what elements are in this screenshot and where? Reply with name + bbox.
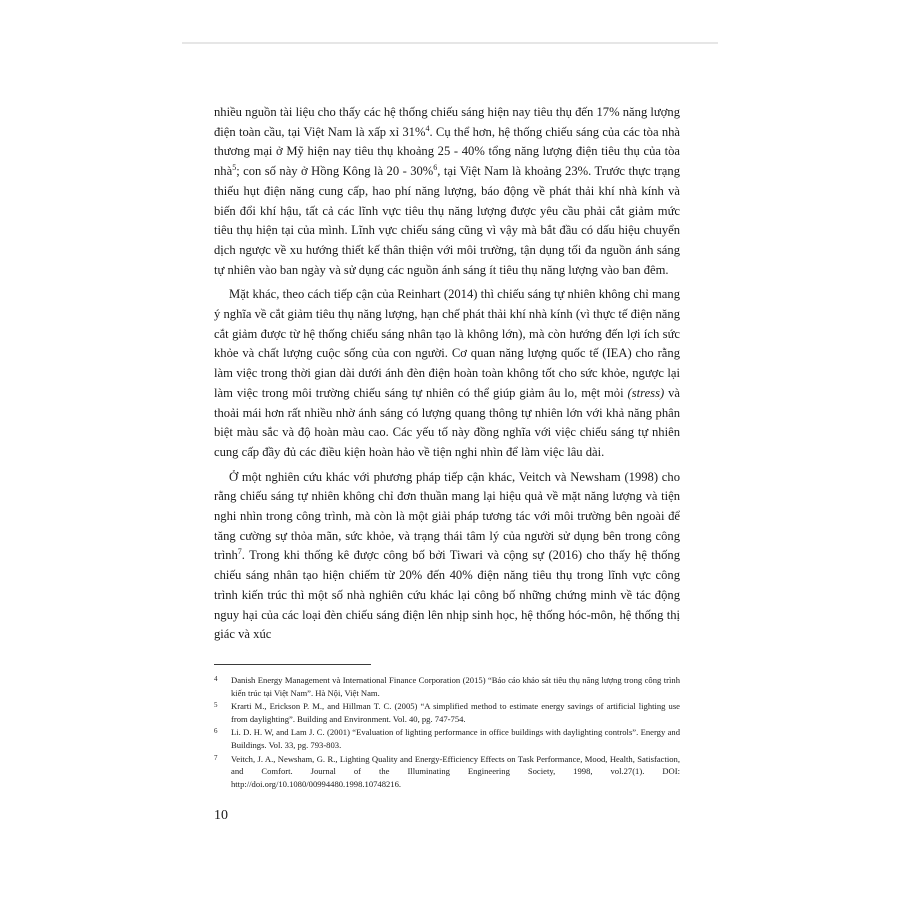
paragraph-text: và thoải mái hơn rất nhiều nhờ ánh sáng có lượng quang thông tự nhiên lớn với khả năng phân biệt màu sắc và độ hoàn màu cao. Các yếu tố này đồng nghĩa với việc chiếu sáng tự nhiên cung cấp đầy đủ các điều kiện hoàn hảo về tiện nghi nhìn để làm việc lâu dài. xyxy=(214,385,680,459)
footnote-5 xyxy=(214,700,680,725)
paragraph-text: Mặt khác, theo cách tiếp cận của Reinhart (2014) thì chiếu sáng tự nhiên không chỉ mang ý nghĩa về cắt giảm tiêu thụ năng lượng, hạn chế phát thải khí nhà kính (vì thực tế điện năng cắt giảm được từ hệ thống chiếu sáng nhân tạo là không lớn), mà còn hướng đến lợi ích sức khỏe và chất lượng cuộc sống của con người. Cơ quan năng lượng quốc tế (IEA) cho rằng làm việc trong thời gian dài dưới ánh đèn điện hoàn toàn không tốt cho sức khỏe, ngược lại làm việc trong môi trường chiếu sáng tự nhiên có thể giúp giảm âu lo, mệt mỏi xyxy=(214,287,680,400)
footnotes xyxy=(214,674,680,791)
footnote-marker: 4 xyxy=(425,123,430,133)
body-text xyxy=(214,103,680,645)
footnote-text: Li. D. H. W, and Lam J. C. (2001) “Evaluation of lighting performance in office buildings with daylighting controls”. Energy and Buildings. Vol. 33, pg. 793-803. xyxy=(231,727,680,750)
footnote-text: Veitch, J. A., Newsham, G. R., Lighting Quality and Energy-Efficiency Effects on Task Performance, Mood, Health, Satisfaction, and Comfort. Journal of the Illuminating Engineering Society, 1998, vol.27(1). DOI: http://doi.org/10.1080/00994480.1998.10748216. xyxy=(231,753,680,789)
footnote-number: 6 xyxy=(214,727,218,736)
italic-text: (stress) xyxy=(627,385,665,400)
footnote-6 xyxy=(214,726,680,751)
footnote-text: Krarti M., Erickson P. M., and Hillman T. C. (2005) “A simplified method to estimate energy savings of artificial lighting use from daylighting”. Building and Environment. Vol. 40, pg. 747-754. xyxy=(231,701,680,724)
page-number: 10 xyxy=(214,808,228,823)
top-border-line xyxy=(182,42,718,44)
footnote-number: 4 xyxy=(214,675,218,683)
footnote-text: Danish Energy Management và International Finance Corporation (2015) “Báo cáo khảo sát tiêu thụ năng lượng trong công trình kiến trúc tại Việt Nam”. Hà Nội, Việt Nam. xyxy=(231,675,680,698)
paragraph-text: ; con số này ở Hồng Kông là 20 - 30% xyxy=(236,164,434,179)
paragraph-3 xyxy=(214,468,680,645)
paragraph-2 xyxy=(214,285,680,462)
footnote-number: 5 xyxy=(214,701,218,710)
paragraph-1 xyxy=(214,103,680,280)
paragraph-text: , tại Việt Nam là khoảng 23%. Trước thực trạng thiếu hụt điện năng cung cấp, hao phí năng lượng, báo động về phát thải khí nhà kính và biến đổi khí hậu, tất cả các lĩnh vực tiêu thụ năng lượng được yêu cầu phải cắt giảm mức tiêu thụ hiện tại của mình. Lĩnh vực chiếu sáng cũng vì vậy mà bắt đầu có dấu hiệu chuyển dịch ngược về xu hướng thiết kế thân thiện với môi trường, tận dụng tối đa nguồn ánh sáng tự nhiên vào ban ngày và sử dụng các nguồn ánh sáng ít tiêu thụ năng lượng vào ban đêm. xyxy=(214,164,680,277)
paragraph-text: nhiều nguồn tài liệu cho thấy các hệ thống chiếu sáng hiện nay tiêu thụ đến 17% năng lượng điện toàn cầu, tại Việt Nam là xấp xỉ 31% xyxy=(214,105,680,139)
paragraph-text: . Cụ thể hơn, hệ thống chiếu sáng của các tòa nhà thương mại ở Mỹ hiện nay tiêu thụ khoảng 25 - 40% tổng năng lượng điện tiêu thụ của tòa nhà xyxy=(214,124,680,179)
paragraph-text: Ở một nghiên cứu khác với phương pháp tiếp cận khác, Veitch và Newsham (1998) cho rằng chiếu sáng tự nhiên không chỉ đơn thuần mang lại hiệu quả về mặt năng lượng và tiện nghi nhìn trong công trình, mà còn là một giải pháp tương tác với môi trường bên ngoài để tăng cường sự thỏa mãn, sức khỏe, và trạng thái tâm lý của người sử dụng bên trong công trình xyxy=(214,469,680,563)
footnote-separator xyxy=(214,664,371,665)
footnote-marker: 6 xyxy=(433,162,438,172)
footnote-number: 7 xyxy=(214,753,218,762)
footnote-7 xyxy=(214,753,680,791)
footnote-4 xyxy=(214,674,680,699)
paragraph-text: . Trong khi thống kê được công bố bởi Tiwari và cộng sự (2016) cho thấy hệ thống chiếu sáng nhân tạo hiện chiếm từ 20% đến 40% điện năng tiêu thụ trong lĩnh vực công trình kiến trúc thì một số nhà nghiên cứu khác lại công bố những chứng minh về tác động nguy hại của các loại đèn chiếu sáng điện lên nhịp sinh học, hệ thống hóc-môn, hệ thống thị giác và xúc xyxy=(214,548,680,642)
footnote-marker: 7 xyxy=(237,547,242,557)
footnote-marker: 5 xyxy=(232,162,237,172)
